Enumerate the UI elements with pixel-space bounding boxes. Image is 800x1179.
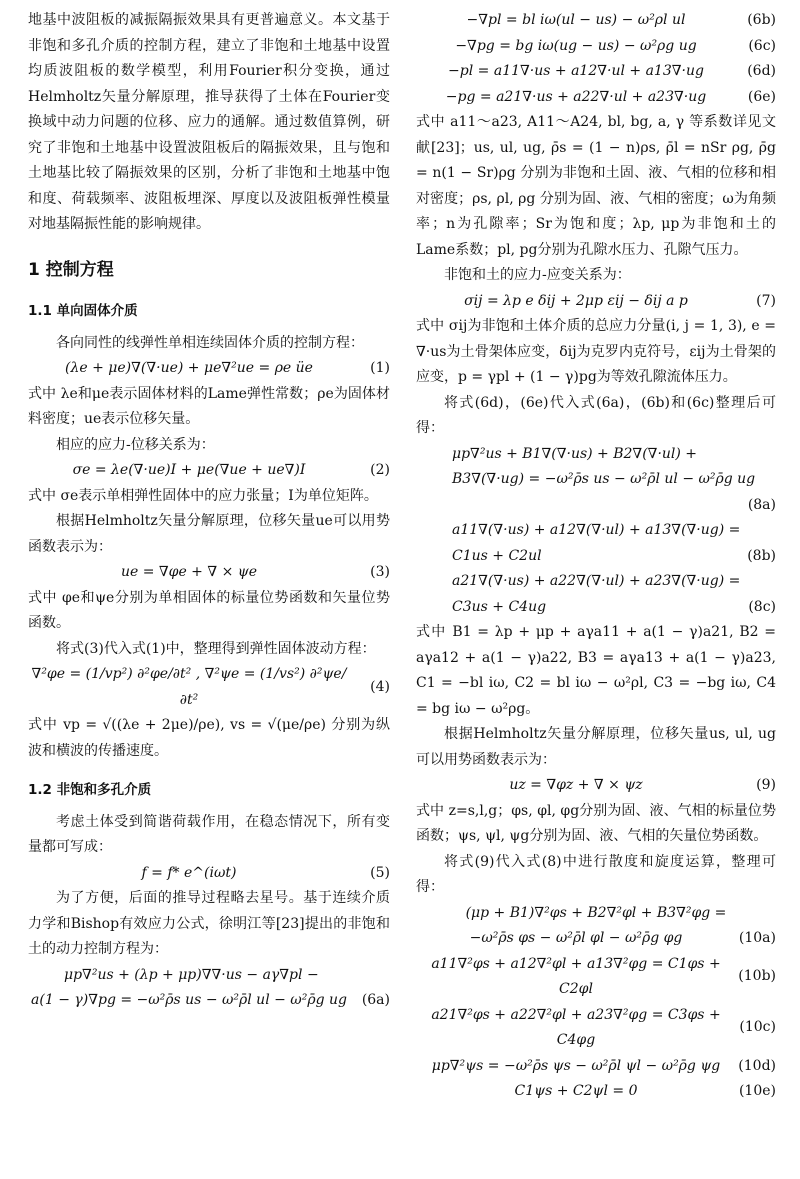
paragraph: 式中 z=s,l,g；φs, φl, φg分别为固、液、气相的标量位势函数；ψs, ψl, ψg分别为固、液、气相的矢量位势函数。 [416,802,776,844]
equation-6e: −pg = a21∇·us + a22∇·ul + a23∇·ug (6e) [445,88,776,105]
equation-8b-line2: C1us + C2ul (8b) [452,547,776,564]
right-column [416,8,776,1105]
equation-10a-line2: −ω²ρ̄s φs − ω²ρ̄l φl − ω²ρ̄g φg (10a) [469,930,776,946]
equation-10c: a21∇²φs + a22∇²φl + a23∇²φg = C3φs + C4φg (10c) [431,1006,776,1048]
equation-8a-number: (8a) [747,496,776,513]
equation-6d: −pl = a11∇·us + a12∇·ul + a13∇·ug (6d) [448,63,776,79]
equation-4: ∇²φe = (1/vp²) ∂²φe/∂t² , ∇²ψe = (1/vs²) ∂²ψe/∂t² (4) [31,666,390,708]
left-column [28,8,390,1014]
paragraph: 相应的应力-位移关系为： [56,436,215,453]
paragraph: 将式(6d)，(6e)代入式(6a)，(6b)和(6c)整理后可得： [416,394,776,436]
section-title: 1 控制方程 [28,259,114,280]
equation-2: σe = λe(∇·ue)I + μe(∇ue + ue∇)I (2) [72,462,390,478]
paragraph: 根据Helmholtz矢量分解原理，位移矢量us, ul, ug可以用势函数表示为： [416,726,776,768]
equation-6a-line1: μp∇²us + (λp + μp)∇∇·us − aγ∇pl − [64,966,319,983]
equation-8c-line1: a21∇(∇·us) + a22∇(∇·ul) + a23∇(∇·ug) = [452,573,741,589]
paragraph: 式中 σij为非饱和土体介质的总应力分量(i, j = 1, 3), e = ∇·us为土骨架体应变，δij为克罗内克符号，εij为土骨架的应变，p = γpl + (1 − γ)pg为等效孔隙流体压力。 [416,318,776,385]
paragraph: 式中 λe和μe表示固体材料的Lame弹性常数；ρe为固体材料密度；ue表示位移矢量。 [28,385,390,427]
subsection-title-1-2: 1.2 非饱和多孔介质 [28,782,152,798]
equation-6c: −∇pg = bg iω(ug − us) − ω²ρg ug (6c) [455,37,776,54]
equation-7: σij = λp e δij + 2μp εij − δij a p (7) [464,292,776,309]
equation-10a-line1: (μp + B1)∇²φs + B2∇²φl + B3∇²φg = [465,904,727,921]
paragraph: 非饱和土的应力-应变关系为： [444,267,631,283]
paragraph: 为了方便，后面的推导过程略去星号。基于连续介质力学和Bishop有效应力公式，徐明江等[23]提出的非饱和土的动力控制方程为： [28,890,390,957]
paragraph: 式中 vp = √((λe + 2μe)/ρe), vs = √(μe/ρe) 分别为纵波和横波的传播速度。 [28,717,390,759]
equation-3: ue = ∇φe + ∇ × ψe (3) [120,564,390,580]
paragraph: 式中 B1 = λp + μp + aγa11 + a(1 − γ)a21, B2 = aγa12 + a(1 − γ)a22, B3 = aγa13 + a(1 − γ)a23, C1 = −bl iω, C2 = bl iω − ω²ρl, C3 = −bg iω, C4 = bg iω − ω²ρg。 [416,624,776,717]
paragraph: 式中 a11～a23, A11～A24, bl, bg, a, γ 等系数详见文献[23]；us, ul, ug, ρ̄s = (1 − n)ρs, ρ̄l = nSr ρg, ρ̄g = n(1 − Sr)ρg 分别为非饱和土固、液、气相的位移和相对密度；ρs, ρl, ρg 分别为固、液、气相的密度；ω为角频率；n为孔隙率；Sr为饱和度；λp, μp为非饱和土的Lame系数；pl, pg分别为孔隙水压力、孔隙气压力。 [416,114,776,258]
equation-8b-line1: a11∇(∇·us) + a12∇(∇·ul) + a13∇(∇·ug) = [452,522,741,538]
equation-8a-line2: B3∇(∇·ug) = −ω²ρ̄s us − ω²ρ̄l ul − ω²ρ̄g ug [452,471,756,487]
paragraph: 根据Helmholtz矢量分解原理，位移矢量ue可以用势函数表示为： [28,513,390,555]
paragraph: 考虑土体受到简谐荷载作用，在稳态情况下，所有变量都可写成： [28,813,390,855]
paragraph: 各向同性的线弹性单相连续固体介质的控制方程： [56,334,364,351]
equation-1: (λe + μe)∇(∇·ue) + μe∇²ue = ρe üe (1) [65,360,390,376]
equation-10b: a11∇²φs + a12∇²φl + a13∇²φg = C1φs + C2φl (10b) [431,955,776,997]
equation-9: uz = ∇φz + ∇ × ψz (9) [509,777,776,793]
equation-10e: C1ψs + C2ψl = 0 (10e) [514,1083,776,1099]
subsection-title-1-1: 1.1 单向固体介质 [28,303,138,319]
equation-10d: μp∇²ψs = −ω²ρ̄s ψs − ω²ρ̄l ψl − ω²ρ̄g ψg (10d) [431,1057,776,1074]
equation-8c-line2: C3us + C4ug (8c) [452,598,776,615]
paragraph: 式中 σe表示单相弹性固体中的应力张量；I为单位矩阵。 [28,487,378,504]
paragraph: 将式(3)代入式(1)中，整理得到弹性固体波动方程： [56,640,376,657]
equation-6b: −∇pl = bl iω(ul − us) − ω²ρl ul (6b) [466,12,776,28]
equation-6a-line2: a(1 − γ)∇pg = −ω²ρ̄s us − ω²ρ̄l ul − ω²ρ̄g ug (6a) [31,992,390,1008]
equation-5: f = f* e^(iωt) (5) [141,864,390,881]
paragraph: 式中 φe和ψe分别为单相固体的标量位势函数和矢量位势函数。 [28,589,390,631]
equation-8a-line1: μp∇²us + B1∇(∇·us) + B2∇(∇·ul) + [452,445,698,462]
paragraph: 将式(9)代入式(8)中进行散度和旋度运算，整理可得： [416,853,776,895]
intro-paragraph: 地基中波阻板的减振隔振效果具有更普遍意义。本文基于非饱和多孔介质的控制方程，建立了非饱和土地基中设置均质波阻板的数学模型，利用Fourier积分变换，通过Helmholtz矢量分解原理，推导获得了土体在Fourier变换域中动力问题的位移、应力的通解。通过数值算例，研究了非饱和土地基中设置波阻板后的隔振效果，且与饱和土地基比较了隔振效果的区别，分析了非饱和土地基中饱和度、荷载频率、波阻板埋深、厚度以及波阻板弹性模量对地基隔振性能的影响规律。 [28,12,390,232]
